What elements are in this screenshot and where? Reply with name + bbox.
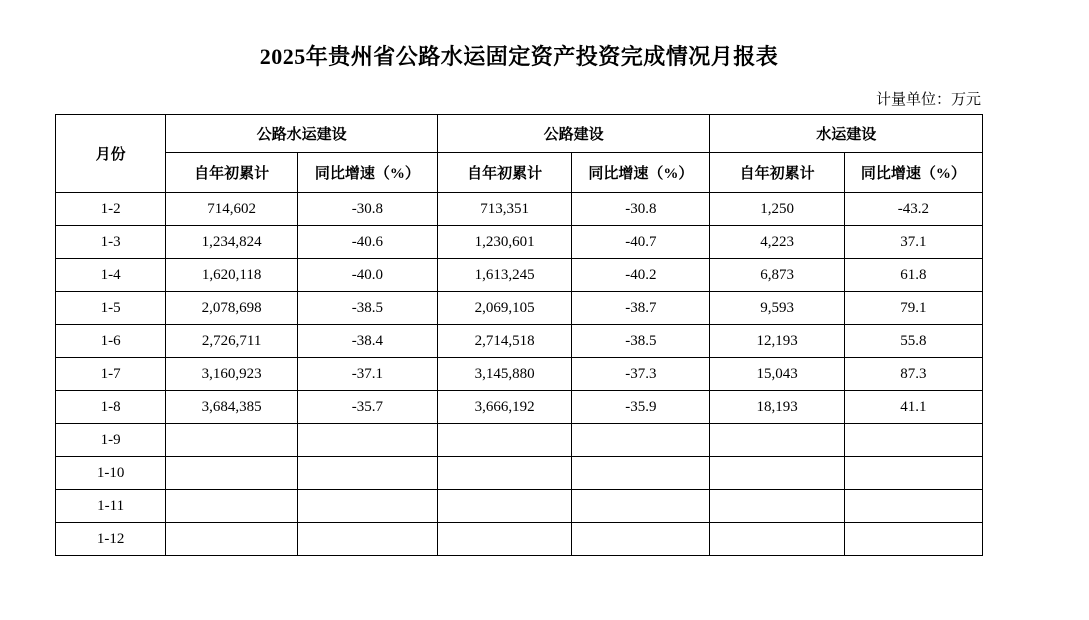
value-cell <box>572 490 710 523</box>
month-cell: 1-12 <box>56 523 166 556</box>
value-cell: -30.8 <box>572 193 710 226</box>
value-cell: 79.1 <box>844 292 982 325</box>
table-row <box>56 226 983 259</box>
subheader-cumulative: 自年初累计 <box>710 153 844 193</box>
value-cell: 4,223 <box>710 226 844 259</box>
value-cell <box>844 457 982 490</box>
value-cell <box>710 424 844 457</box>
value-cell <box>572 523 710 556</box>
month-cell: 1-10 <box>56 457 166 490</box>
value-cell <box>437 424 571 457</box>
value-cell: 714,602 <box>166 193 298 226</box>
value-cell: 37.1 <box>844 226 982 259</box>
value-cell <box>297 490 437 523</box>
value-cell <box>437 457 571 490</box>
header-group-row <box>56 115 983 153</box>
header-month: 月份 <box>56 115 166 193</box>
table-row <box>56 523 983 556</box>
value-cell: 2,714,518 <box>437 325 571 358</box>
month-cell: 1-9 <box>56 424 166 457</box>
subheader-cumulative: 自年初累计 <box>166 153 298 193</box>
value-cell: -40.2 <box>572 259 710 292</box>
value-cell: 1,230,601 <box>437 226 571 259</box>
header-group-highway-waterway: 公路水运建设 <box>166 115 438 153</box>
subheader-growth: 同比增速（%） <box>297 153 437 193</box>
value-cell: 55.8 <box>844 325 982 358</box>
month-cell: 1-5 <box>56 292 166 325</box>
value-cell <box>572 424 710 457</box>
subheader-growth: 同比增速（%） <box>844 153 982 193</box>
value-cell <box>297 424 437 457</box>
header-group-waterway: 水运建设 <box>710 115 983 153</box>
report-sheet <box>55 0 983 556</box>
value-cell: -40.7 <box>572 226 710 259</box>
value-cell: -35.9 <box>572 391 710 424</box>
value-cell: 1,250 <box>710 193 844 226</box>
table-row <box>56 490 983 523</box>
value-cell <box>297 457 437 490</box>
value-cell: 3,160,923 <box>166 358 298 391</box>
value-cell <box>166 523 298 556</box>
value-cell: 1,613,245 <box>437 259 571 292</box>
value-cell: -40.6 <box>297 226 437 259</box>
value-cell: -35.7 <box>297 391 437 424</box>
value-cell: 61.8 <box>844 259 982 292</box>
value-cell: 15,043 <box>710 358 844 391</box>
value-cell: 2,726,711 <box>166 325 298 358</box>
value-cell <box>437 523 571 556</box>
table-row <box>56 424 983 457</box>
value-cell: -38.4 <box>297 325 437 358</box>
value-cell <box>844 424 982 457</box>
month-cell: 1-4 <box>56 259 166 292</box>
month-cell: 1-7 <box>56 358 166 391</box>
unit-note: 计量单位：万元 <box>875 92 981 108</box>
table-row <box>56 358 983 391</box>
month-cell: 1-6 <box>56 325 166 358</box>
month-cell: 1-8 <box>56 391 166 424</box>
value-cell: 1,234,824 <box>166 226 298 259</box>
value-cell: 2,069,105 <box>437 292 571 325</box>
month-cell: 1-11 <box>56 490 166 523</box>
table-row <box>56 325 983 358</box>
page-title: 2025年贵州省公路水运固定资产投资完成情况月报表 <box>259 44 779 69</box>
value-cell: 41.1 <box>844 391 982 424</box>
table-row <box>56 391 983 424</box>
value-cell: -38.5 <box>572 325 710 358</box>
value-cell: 713,351 <box>437 193 571 226</box>
table-row <box>56 292 983 325</box>
value-cell <box>710 490 844 523</box>
value-cell <box>572 457 710 490</box>
value-cell: 87.3 <box>844 358 982 391</box>
subheader-cumulative: 自年初累计 <box>437 153 571 193</box>
table-body <box>56 193 983 556</box>
table-row <box>56 259 983 292</box>
value-cell: 9,593 <box>710 292 844 325</box>
value-cell: -37.3 <box>572 358 710 391</box>
value-cell <box>166 490 298 523</box>
value-cell <box>297 523 437 556</box>
value-cell <box>166 457 298 490</box>
value-cell <box>437 490 571 523</box>
value-cell <box>844 523 982 556</box>
value-cell <box>710 523 844 556</box>
value-cell: 3,666,192 <box>437 391 571 424</box>
table-row <box>56 457 983 490</box>
report-table <box>55 114 983 556</box>
value-cell: -38.7 <box>572 292 710 325</box>
value-cell: 12,193 <box>710 325 844 358</box>
value-cell <box>844 490 982 523</box>
value-cell: 6,873 <box>710 259 844 292</box>
value-cell: 18,193 <box>710 391 844 424</box>
value-cell: 3,145,880 <box>437 358 571 391</box>
value-cell: 2,078,698 <box>166 292 298 325</box>
header-sub-row <box>56 153 983 193</box>
table-header <box>56 115 983 193</box>
value-cell <box>166 424 298 457</box>
month-cell: 1-2 <box>56 193 166 226</box>
value-cell: -40.0 <box>297 259 437 292</box>
value-cell: 3,684,385 <box>166 391 298 424</box>
value-cell <box>710 457 844 490</box>
subheader-growth: 同比增速（%） <box>572 153 710 193</box>
value-cell: -37.1 <box>297 358 437 391</box>
value-cell: -38.5 <box>297 292 437 325</box>
value-cell: -30.8 <box>297 193 437 226</box>
value-cell: 1,620,118 <box>166 259 298 292</box>
value-cell: -43.2 <box>844 193 982 226</box>
table-row <box>56 193 983 226</box>
header-group-highway: 公路建设 <box>437 115 710 153</box>
month-cell: 1-3 <box>56 226 166 259</box>
